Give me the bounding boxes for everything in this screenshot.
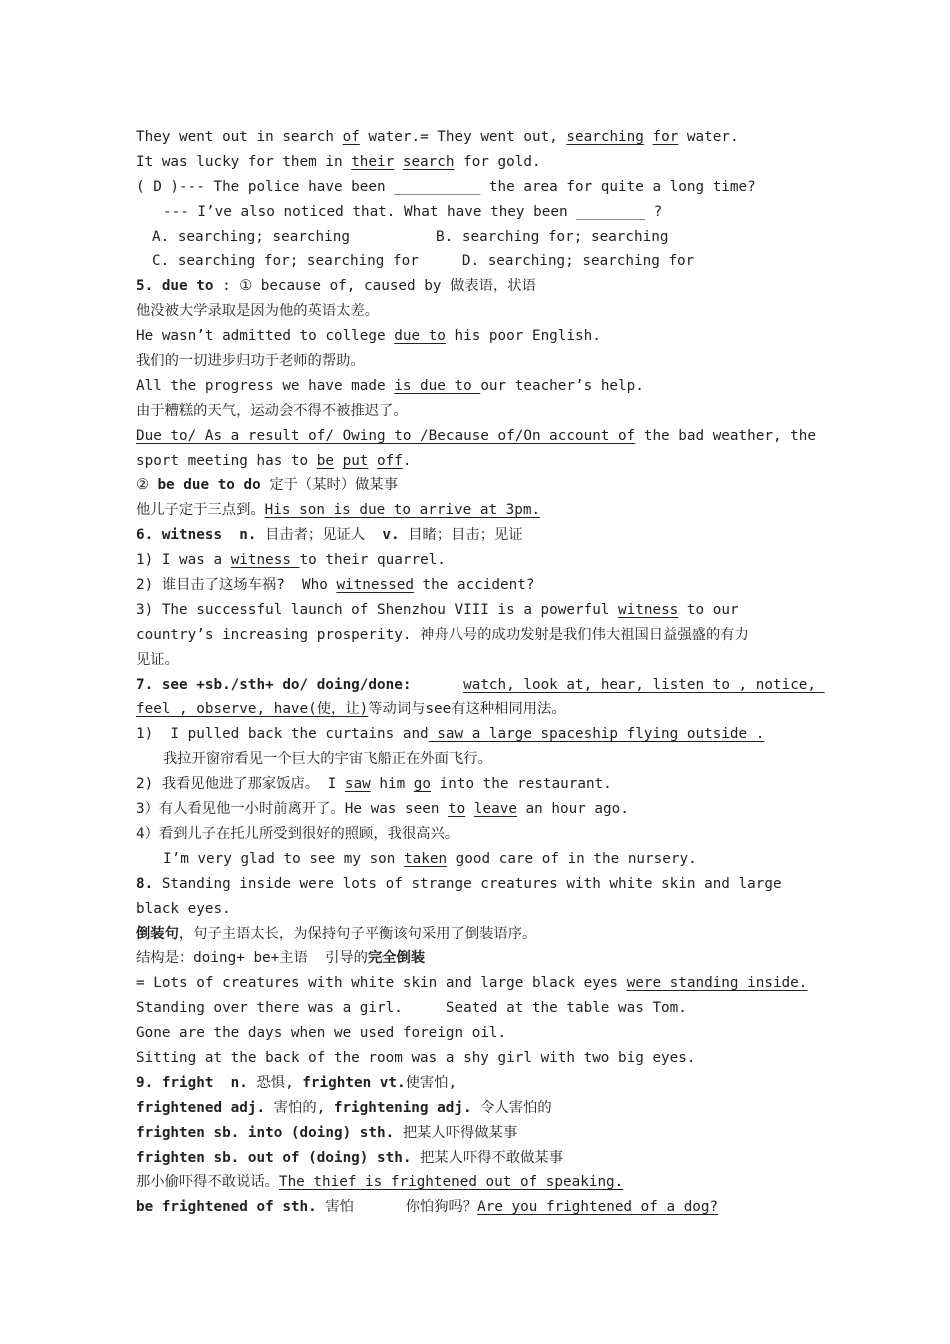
text-run: an hour ago.	[516, 801, 629, 818]
text-run: He wasn’t admitted to college	[136, 328, 395, 345]
text-run: ，句子主语太长，为保持句子平衡该句采用了倒装语序。	[178, 925, 537, 942]
text-line	[136, 922, 816, 947]
text-line	[136, 722, 816, 747]
text-line	[136, 971, 816, 996]
text-line	[136, 598, 816, 623]
underlined-text: due to	[394, 328, 446, 345]
text-run: 使害怕,	[405, 1074, 458, 1091]
section-heading	[136, 1071, 816, 1096]
text-run: 1) I was a	[136, 552, 231, 569]
text-run: I’m very glad to see my son	[163, 850, 405, 867]
text-run: 目击者；见证人	[256, 527, 383, 544]
text-line	[136, 772, 816, 797]
underlined-text: is due to	[394, 377, 481, 394]
text-run: 结构是：doing+ be+主语 引导的	[136, 950, 368, 967]
underlined-text: for	[652, 129, 679, 145]
bold-text: v.	[382, 527, 400, 544]
text-run: 恐惧,	[247, 1074, 303, 1091]
bold-text: be due to do	[157, 477, 261, 494]
underlined-text: witnessed	[336, 577, 414, 594]
text-run: 把某人吓得不敢做某事	[411, 1149, 564, 1166]
text-line	[136, 150, 816, 175]
underlined-text: go	[413, 776, 432, 793]
text-run: our teacher’s help.	[480, 377, 644, 394]
text-line	[136, 996, 816, 1021]
text-line	[136, 822, 816, 847]
text-run: Sitting at the back of the room was a shy girl with two big eyes.	[136, 1049, 696, 1066]
underlined-text: His son is due to arrive at 3pm.	[264, 502, 541, 519]
text-run: to their quarrel.	[299, 552, 446, 569]
underlined-text: put	[342, 452, 369, 469]
text-line	[136, 324, 816, 349]
underlined-text: witness	[230, 552, 300, 569]
text-run: him	[370, 776, 414, 793]
text-line	[136, 946, 816, 971]
text-run: 等动词与see有这种相同用法。	[368, 701, 566, 718]
text-run: = Lots of creatures with white skin and large black eyes	[136, 975, 627, 992]
bold-text: frightening adj.	[333, 1099, 472, 1116]
text-run: 我拉开窗帘看见一个巨大的宇宙飞船正在外面飞行。	[163, 751, 492, 768]
text-run: 我们的一切进步归功于老师的帮助。	[136, 353, 365, 370]
underlined-text: witness	[618, 601, 679, 618]
text-line	[136, 1046, 816, 1071]
text-run: sport meeting has to	[136, 452, 317, 469]
bold-text: frighten sb. into (doing) sth.	[136, 1124, 395, 1141]
text-run: 1) I pulled back the curtains and	[136, 726, 429, 743]
text-run: 他儿子定于三点到。	[136, 502, 265, 519]
text-run: 见证。	[136, 651, 179, 668]
text-run: 3）有人看见他一小时前离开了。He was seen	[136, 801, 449, 818]
underlined-text: watch, look at, hear, listen to , notice,	[463, 676, 825, 693]
text-line	[136, 1146, 816, 1171]
text-run: 3) The successful launch of Shenzhou VIII is a powerful	[136, 601, 619, 618]
text-line	[136, 374, 816, 399]
text-run: They went out in search	[136, 129, 343, 145]
underlined-text: be	[316, 452, 334, 469]
underlined-text: taken	[404, 850, 448, 867]
text-line	[136, 697, 816, 722]
bold-text: 6. witness n.	[136, 527, 257, 544]
text-line	[136, 573, 816, 598]
bold-text: 5. due to	[136, 278, 214, 295]
text-line	[136, 1121, 816, 1146]
text-run: All the progress we have made	[136, 377, 395, 394]
underlined-text: The thief is frightened out of speaking.	[278, 1174, 624, 1191]
text-line	[136, 1021, 816, 1046]
text-run: 2) 我看见他进了那家饭店。 I	[136, 776, 345, 793]
text-line	[136, 1096, 816, 1121]
text-run: the bad weather, the	[635, 427, 816, 444]
text-run: 把某人吓得做某事	[394, 1124, 518, 1141]
text-line	[136, 747, 816, 772]
text-run: Standing inside were lots of strange creatures with white skin and large	[153, 875, 782, 892]
text-line	[136, 498, 816, 523]
document-body	[136, 125, 825, 1220]
text-run: ②	[136, 477, 158, 494]
text-line	[136, 399, 816, 424]
text-run: : ① because of, caused by 做表语，状语	[213, 278, 536, 295]
text-line	[136, 1170, 816, 1195]
text-line	[136, 648, 816, 673]
text-run: 由于糟糕的天气，运动会不得不被推迟了。	[136, 402, 408, 419]
text-run: into the restaurant.	[431, 776, 612, 793]
text-line	[136, 623, 816, 648]
text-run: 令人害怕的	[471, 1099, 552, 1116]
underlined-text: leave	[473, 801, 517, 818]
section-heading	[136, 523, 816, 548]
text-run: 2) 谁目击了这场车祸? Who	[136, 577, 337, 594]
text-line	[136, 175, 816, 200]
text-line	[136, 449, 816, 474]
text-run	[465, 801, 474, 817]
text-run: It was lucky for them in	[136, 153, 352, 170]
text-run	[411, 677, 463, 693]
bold-text: frighten sb. out of (doing) sth.	[136, 1149, 412, 1166]
bold-text: 完全倒装	[367, 950, 426, 967]
text-run: 定于（某时）做某事	[260, 477, 399, 494]
text-run: 那小偷吓得不敢说话。	[136, 1174, 279, 1191]
text-run: A. searching; searching B. searching for; searching	[152, 228, 669, 245]
bold-text: 9. fright n.	[136, 1074, 248, 1091]
text-run: 害怕 你怕狗吗？	[316, 1199, 478, 1216]
bold-text: be frightened of sth.	[136, 1199, 317, 1216]
text-line	[136, 225, 816, 250]
bold-text: 倒装句	[136, 925, 179, 942]
underlined-text: feel , observe, have(使，让)	[136, 701, 369, 718]
text-line	[136, 847, 816, 872]
text-run: the accident?	[413, 577, 535, 594]
text-line	[136, 548, 816, 573]
text-run: ( D )--- The police have been __________ the area for quite a long time?	[136, 178, 756, 195]
bold-text: 7. see +sb./sth+ do/ doing/done:	[136, 676, 412, 693]
section-heading	[136, 872, 816, 897]
text-line	[136, 473, 816, 498]
text-run: for gold.	[454, 153, 541, 170]
bold-text: frighten vt.	[302, 1074, 406, 1091]
text-run: Standing over there was a girl. Seated at the table was Tom.	[136, 1000, 687, 1017]
underlined-text: saw	[344, 776, 371, 793]
text-run	[394, 154, 403, 170]
text-run: .	[402, 452, 412, 469]
text-line	[136, 1195, 816, 1220]
text-run	[334, 453, 343, 469]
text-line	[136, 897, 816, 922]
underlined-text: saw a large spaceship flying outside .	[428, 726, 765, 743]
underlined-text: to	[448, 801, 466, 818]
section-heading	[136, 673, 825, 698]
section-heading	[136, 274, 816, 299]
text-line	[136, 125, 816, 150]
text-run: black eyes.	[136, 900, 231, 917]
text-run: Gone are the days when we used foreign oil.	[136, 1025, 507, 1042]
bold-text: frightened adj.	[136, 1099, 266, 1116]
text-run: 害怕的,	[265, 1099, 334, 1116]
underlined-text: their	[351, 153, 395, 170]
text-run: water.= They went out,	[359, 129, 567, 145]
text-run: --- I’ve also noticed that. What have they been ________ ?	[163, 203, 663, 220]
text-run: to our	[678, 601, 739, 618]
text-run: 目睹；目击；见证	[399, 527, 523, 544]
text-run: C. searching for; searching for D. searching; searching for	[152, 253, 695, 270]
text-line	[136, 249, 816, 274]
text-run: water.	[678, 129, 739, 145]
underlined-text: off	[377, 452, 403, 469]
bold-text: 8.	[136, 875, 154, 892]
underlined-text: searching	[566, 129, 644, 145]
text-run: good care of in the nursery.	[447, 850, 697, 867]
text-line	[136, 797, 816, 822]
underlined-text: search	[402, 153, 455, 170]
underlined-text: were standing inside.	[626, 975, 808, 992]
text-line	[136, 424, 816, 449]
text-run	[368, 453, 377, 469]
text-line	[136, 299, 816, 324]
underlined-text: of	[342, 129, 360, 145]
text-run: 他没被大学录取是因为他的英语太差。	[136, 303, 380, 320]
underlined-text: Due to/ As a result of/ Owing to /Because of/On account of	[136, 427, 636, 444]
text-run: 4）看到儿子在托儿所受到很好的照顾，我很高兴。	[136, 825, 460, 842]
text-run: country’s increasing prosperity. 神舟八号的成功发射是我们伟大祖国日益强盛的有力	[136, 626, 749, 643]
text-run: his poor English.	[445, 328, 601, 345]
text-line	[136, 349, 816, 374]
underlined-text: Are you frightened of a dog?	[477, 1199, 719, 1216]
text-line	[136, 200, 816, 225]
